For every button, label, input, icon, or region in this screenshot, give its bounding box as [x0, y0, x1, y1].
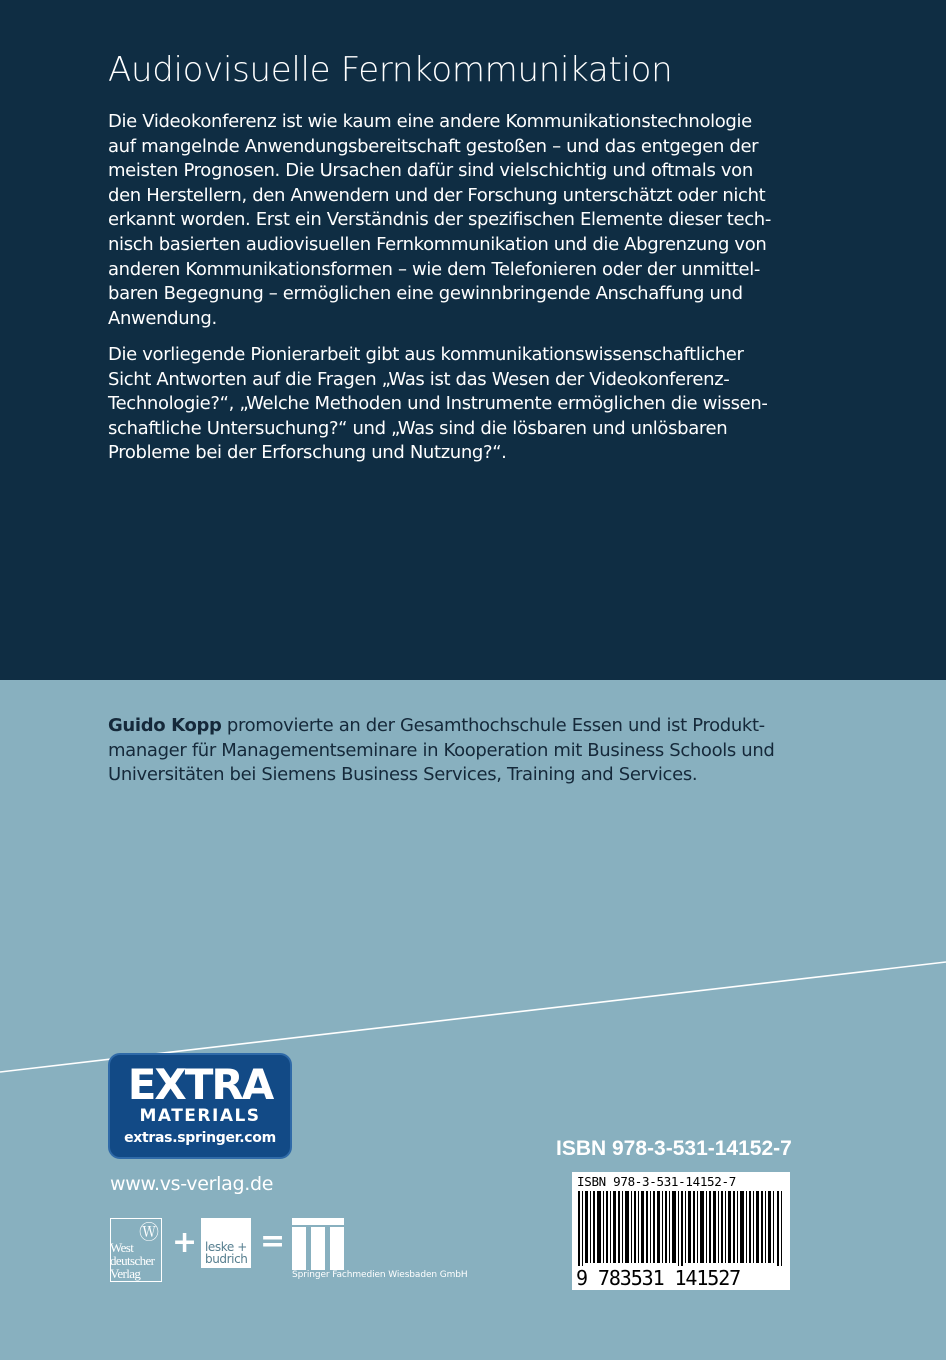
- westdeutscher-logo-text: [110, 1241, 154, 1280]
- text-line: auf mangelnde Anwendungsbereitschaft gestoßen – und das entgegen der: [108, 135, 759, 157]
- text-line: anderen Kommunikationsformen – wie dem Telefonieren oder der unmittel-: [108, 258, 761, 280]
- barcode-digits: 9 783531 141527: [576, 1266, 741, 1290]
- w-mark-icon: Ⓦ: [139, 1220, 159, 1244]
- text-line: Probleme bei der Erforschung und Nutzung?“.: [108, 442, 507, 464]
- barcode-isbn-text: ISBN 978-3-531-14152-7: [577, 1174, 736, 1189]
- text-line: schaftliche Untersuchung?“ und „Was sind die lösbaren und unlösbaren: [108, 417, 728, 439]
- leske-budrich-logo: [201, 1218, 251, 1268]
- text-line: den Herstellern, den Anwendern und der Forschung unterschätzt oder nicht: [108, 184, 766, 206]
- text-line: [108, 714, 848, 739]
- text-line: meisten Prognosen. Die Ursachen dafür sind vielschichtig und oftmals von: [108, 160, 753, 182]
- logo-text-line: deutscher: [110, 1253, 155, 1268]
- book-title: Audiovisuelle Fernkommunikation: [108, 50, 673, 90]
- materials-label: MATERIALS: [139, 1106, 261, 1126]
- logo-text-line: West: [110, 1240, 134, 1255]
- text-line: manager für Managementseminare in Kooperation mit Business Schools und: [108, 739, 775, 761]
- plus-sign: +: [172, 1225, 198, 1260]
- description-paragraph-2: [108, 343, 838, 466]
- text-line: Sicht Antworten auf die Fragen „Was ist das Wesen der Videokonferenz-: [108, 368, 730, 390]
- isbn-barcode: [572, 1172, 790, 1290]
- text-line: Anwendung.: [108, 307, 217, 329]
- text-line: Universitäten bei Siemens Business Services, Training and Services.: [108, 764, 698, 786]
- springer-fachmedien-name: Springer Fachmedien Wiesbaden GmbH: [292, 1270, 468, 1280]
- logo-text-line: budrich: [205, 1252, 248, 1266]
- description-paragraph-1: [108, 110, 838, 331]
- text-line: erkannt worden. Erst ein Verständnis der spezifischen Elemente dieser tech-: [108, 209, 771, 231]
- text-line: Technologie?“, „Welche Methoden und Instrumente ermöglichen die wissen-: [108, 393, 768, 415]
- westdeutscher-verlag-logo: [110, 1218, 162, 1282]
- text-line: nisch basierten audiovisuellen Fernkommunikation und die Abgrenzung von: [108, 233, 767, 255]
- text-line: Die vorliegende Pionierarbeit gibt aus kommunikationswissenschaftlicher: [108, 344, 744, 365]
- extra-materials-badge[interactable]: [108, 1053, 292, 1159]
- publisher-website[interactable]: www.vs-verlag.de: [110, 1173, 274, 1195]
- barcode-stripes: [578, 1191, 782, 1266]
- equals-sign: =: [260, 1224, 286, 1259]
- bio-text: promovierte an der Gesamthochschule Essen und ist Produkt-: [221, 715, 765, 736]
- author-bio: [108, 714, 848, 788]
- author-name: Guido Kopp: [108, 715, 222, 736]
- text-line: baren Begegnung – ermöglichen eine gewinnbringende Anschaffung und: [108, 283, 743, 305]
- text-line: Die Videokonferenz ist wie kaum eine andere Kommunikationstechnologie: [108, 111, 752, 132]
- extras-url: extras.springer.com: [124, 1130, 276, 1146]
- springer-fachmedien-logo-icon: [292, 1218, 344, 1270]
- logo-text-line: leske +: [205, 1240, 247, 1254]
- logo-text-line: Verlag: [110, 1266, 141, 1281]
- isbn-label: ISBN 978-3-531-14152-7: [556, 1137, 792, 1160]
- extra-label: EXTRA: [127, 1060, 273, 1109]
